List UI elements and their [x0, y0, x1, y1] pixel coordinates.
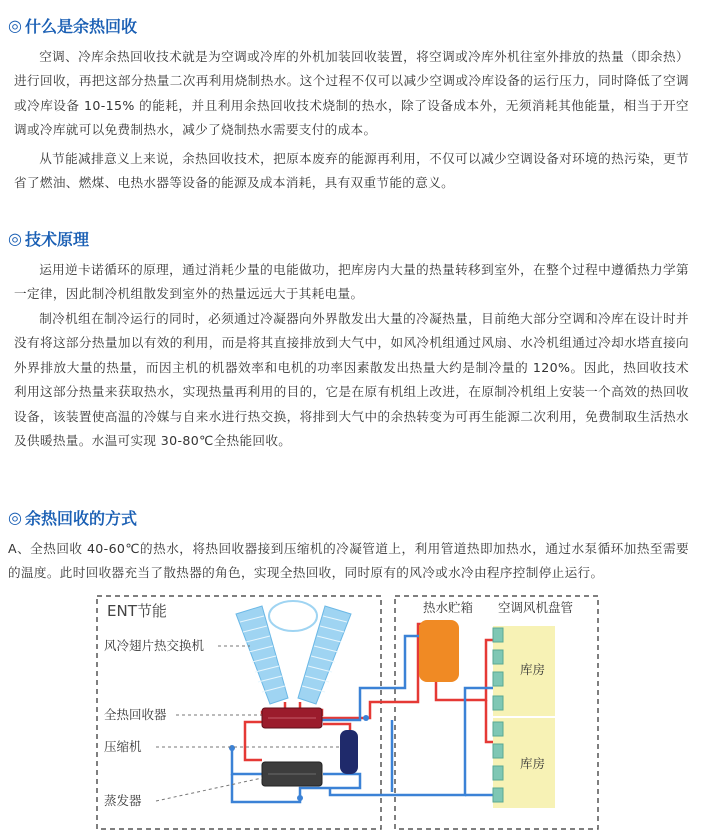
room-label-upper: 库房 [520, 662, 546, 677]
section-heading-what-is-waste-heat [8, 14, 137, 37]
double-circle-icon: ◎ [8, 508, 22, 527]
fin-exchanger-label: 风冷翅片热交换机 [104, 638, 205, 653]
fan-coil-label: 空调风机盘管 [498, 600, 574, 615]
section-title: 余热回收的方式 [24, 509, 137, 528]
hot-water-tank-label: 热水贮箱 [423, 600, 474, 615]
fan-fin-icon [236, 601, 351, 704]
heat-recovery-diagram [0, 592, 702, 833]
heat-recovery-label: 全热回收器 [104, 707, 167, 722]
section-title: 什么是余热回收 [24, 17, 137, 36]
paragraph: 从节能减排意义上来说，余热回收技术，把原本废弃的能源再利用，不仅可以减少空调设备对环境的热污染，更节省了燃油、燃煤、电热水器等设备的能源及成本消耗，具有双重节能的意义。 [14, 151, 689, 191]
paragraph: A、全热回收 40-60℃的热水，将热回收器接到压缩机的冷凝管道上，利用管道热即加热水，通过水泵循环加热至需要的温度。此时回收器充当了散热器的角色，实现全热回收，同时原有的风冷或水冷由程序控制停止运行。 [8, 541, 689, 581]
paragraph: 制冷机组在制冷运行的同时，必须通过冷凝器向外界散发出大量的冷凝热量，目前绝大部分空调和冷库在设计时并没有将这部分热量加以有效的利用，而是将其直接排放到大气中，如风冷机组通过风扇、水冷机组通过冷却水塔直接向外界排放大量的热量，而因主机的机器效率和电机的功率因素散发出热量大约是制冷量的 120%。因此，热回收技术利用这部分热量来获取热水，实现热量再利用的目的，它是在原有机组上改进，在原制冷机组上安装一个高效的热回收设备，该装置使高温的冷媒与自来水进行热交换，将排到大气中的余热转变为可再生能源二次利用，免费制取生活热水及供暖热量。水温可实现 30-80℃全热能回收。 [14, 311, 689, 449]
double-circle-icon: ◎ [8, 229, 22, 248]
pump-icon [297, 795, 303, 801]
section-heading-technical-principle [8, 227, 89, 250]
compressor-label: 压缩机 [104, 739, 142, 754]
paragraph: 空调、冷库余热回收技术就是为空调或冷库的外机加装回收装置，将空调或冷库外机往室外排放的热量（即余热）进行回收，再把这部分热量二次再利用烧制热水。这个过程不仅可以减少空调或冷库设备的运行压力，同时降低了空调或冷库设备 10-15% 的能耗，并且利用余热回收技术烧制的热水，除了设备成本外，无须消耗其他能量，相当于开空调或冷库就可以免费制热水，减少了烧制热水需要支付的成本。 [14, 49, 689, 138]
double-circle-icon: ◎ [8, 16, 22, 35]
room-label-lower: 库房 [520, 756, 546, 771]
section-title: 技术原理 [24, 230, 89, 249]
brand-label: ENT节能 [107, 602, 167, 620]
evaporator-label: 蒸发器 [104, 793, 142, 808]
hot-water-tank [419, 620, 459, 682]
pump-icon [363, 715, 369, 721]
section-heading-recovery-methods [8, 506, 137, 529]
paragraph: 运用逆卡诺循环的原理，通过消耗少量的电能做功，把库房内大量的热量转移到室外，在整个过程中遵循热力学第一定律，因此制冷机组散发到室外的热量远远大于其耗电量。 [14, 262, 689, 302]
pump-icon [229, 745, 235, 751]
compressor-unit [340, 730, 358, 774]
